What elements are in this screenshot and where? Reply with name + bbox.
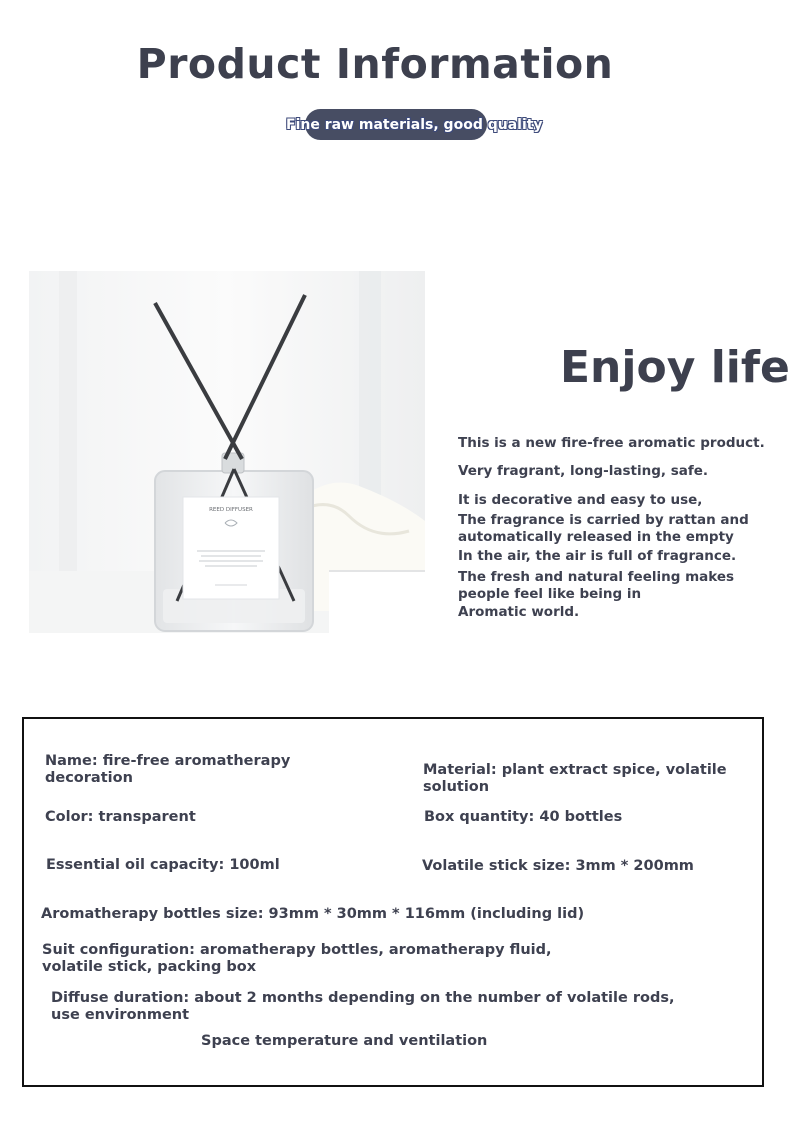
spec-suit-configuration: Suit configuration: aromatherapy bottles, aromatherapy fluid, volatile stick, packing box bbox=[42, 942, 552, 975]
spec-oil-capacity: Essential oil capacity: 100ml bbox=[46, 857, 280, 873]
page-title: Product Information bbox=[136, 40, 614, 88]
intro-line-5: In the air, the air is full of fragrance. bbox=[458, 548, 737, 564]
spec-stick-size: Volatile stick size: 3mm * 200mm bbox=[422, 858, 694, 874]
spec-material: Material: plant extract spice, volatile solution bbox=[423, 762, 727, 795]
intro-heading: Enjoy life bbox=[560, 342, 790, 393]
reed-diffuser-illustration bbox=[29, 271, 425, 633]
intro-line-2: Very fragrant, long-lasting, safe. bbox=[458, 463, 709, 479]
intro-line-3: It is decorative and easy to use, bbox=[458, 492, 703, 508]
spec-space: Space temperature and ventilation bbox=[201, 1033, 488, 1049]
intro-line-7: Aromatic world. bbox=[458, 604, 580, 620]
intro-line-4: The fragrance is carried by rattan and automatically released in the empty bbox=[458, 512, 749, 545]
intro-line-6: The fresh and natural feeling makes people feel like being in bbox=[458, 569, 735, 602]
spec-name: Name: fire-free aromatherapy decoration bbox=[45, 753, 291, 786]
label-brand-text: REED DIFFUSER bbox=[209, 507, 253, 513]
spec-color: Color: transparent bbox=[45, 809, 196, 825]
spec-diffuse-duration: Diffuse duration: about 2 months depending on the number of volatile rods, use environment bbox=[51, 990, 675, 1023]
spec-box-quantity: Box quantity: 40 bottles bbox=[424, 809, 623, 825]
intro-line-1: This is a new fire-free aromatic product. bbox=[458, 435, 765, 451]
spec-bottle-size: Aromatherapy bottles size: 93mm * 30mm * 116mm (including lid) bbox=[41, 906, 585, 922]
product-photo bbox=[29, 271, 425, 633]
subtitle-text: Fine raw materials, good quality bbox=[286, 117, 543, 133]
